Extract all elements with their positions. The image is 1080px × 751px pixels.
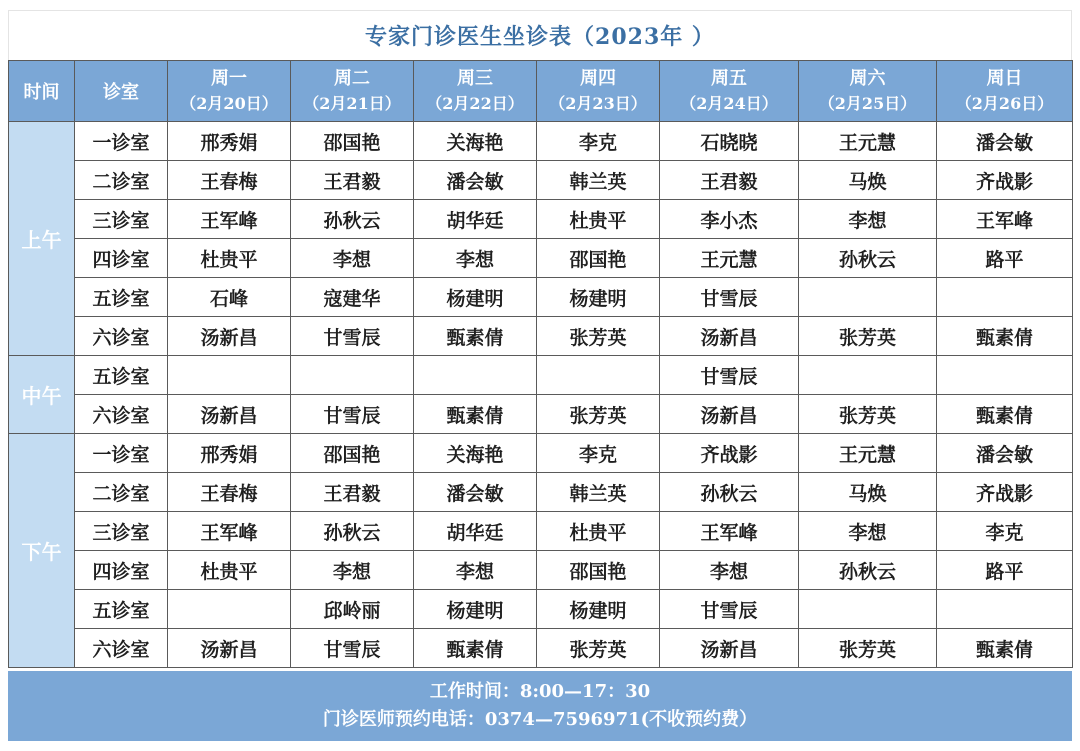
table-row bbox=[9, 629, 1073, 668]
room-cell: 四诊室 bbox=[75, 551, 168, 590]
doctor-cell: 汤新昌 bbox=[660, 629, 799, 668]
room-cell: 六诊室 bbox=[75, 629, 168, 668]
doctor-cell: 路平 bbox=[937, 551, 1073, 590]
doctor-cell: 邢秀娟 bbox=[168, 122, 291, 161]
doctor-cell: 汤新昌 bbox=[168, 317, 291, 356]
day-name: 周四 bbox=[580, 68, 616, 89]
doctor-cell: 孙秋云 bbox=[799, 551, 937, 590]
doctor-cell: 李想 bbox=[799, 512, 937, 551]
doctor-cell: 关海艳 bbox=[414, 122, 537, 161]
room-cell: 三诊室 bbox=[75, 512, 168, 551]
table-row bbox=[9, 239, 1073, 278]
day-date: （2月23日） bbox=[549, 94, 647, 113]
doctor-cell: 齐战影 bbox=[937, 161, 1073, 200]
doctor-cell: 汤新昌 bbox=[660, 317, 799, 356]
doctor-cell: 李想 bbox=[799, 200, 937, 239]
doctor-cell: 杨建明 bbox=[537, 590, 660, 629]
doctor-cell: 汤新昌 bbox=[660, 395, 799, 434]
doctor-cell: 杜贵平 bbox=[168, 239, 291, 278]
doctor-cell bbox=[168, 590, 291, 629]
doctor-cell bbox=[537, 356, 660, 395]
period-label: 下午 bbox=[9, 434, 75, 668]
doctor-cell bbox=[291, 356, 414, 395]
doctor-cell bbox=[168, 356, 291, 395]
doctor-cell: 邵国艳 bbox=[537, 239, 660, 278]
doctor-cell: 李想 bbox=[291, 239, 414, 278]
doctor-cell: 杨建明 bbox=[414, 590, 537, 629]
doctor-cell: 甄素倩 bbox=[937, 317, 1073, 356]
doctor-cell: 甄素倩 bbox=[937, 629, 1073, 668]
room-cell: 五诊室 bbox=[75, 356, 168, 395]
day-date: （2月22日） bbox=[426, 94, 524, 113]
table-row bbox=[9, 317, 1073, 356]
doctor-cell: 李想 bbox=[660, 551, 799, 590]
doctor-cell bbox=[937, 590, 1073, 629]
doctor-cell: 李克 bbox=[537, 434, 660, 473]
day-date: （2月26日） bbox=[955, 94, 1054, 113]
doctor-cell: 杜贵平 bbox=[168, 551, 291, 590]
doctor-cell: 潘会敏 bbox=[414, 473, 537, 512]
schedule-table bbox=[8, 60, 1073, 668]
doctor-cell: 张芳英 bbox=[537, 629, 660, 668]
doctor-cell: 潘会敏 bbox=[937, 434, 1073, 473]
day-header bbox=[168, 61, 291, 122]
doctor-cell bbox=[937, 356, 1073, 395]
table-row bbox=[9, 434, 1073, 473]
doctor-cell: 石晓晓 bbox=[660, 122, 799, 161]
doctor-cell: 王春梅 bbox=[168, 473, 291, 512]
day-header bbox=[660, 61, 799, 122]
doctor-cell: 王军峰 bbox=[660, 512, 799, 551]
doctor-cell: 孙秋云 bbox=[291, 512, 414, 551]
table-row bbox=[9, 161, 1073, 200]
room-cell: 四诊室 bbox=[75, 239, 168, 278]
doctor-cell: 甘雪辰 bbox=[291, 395, 414, 434]
day-header bbox=[799, 61, 937, 122]
day-name: 周六 bbox=[849, 68, 886, 89]
doctor-cell: 胡华廷 bbox=[414, 200, 537, 239]
doctor-cell: 李想 bbox=[414, 551, 537, 590]
table-row bbox=[9, 395, 1073, 434]
room-cell: 一诊室 bbox=[75, 434, 168, 473]
day-header bbox=[537, 61, 660, 122]
doctor-cell: 王军峰 bbox=[937, 200, 1073, 239]
period-label: 上午 bbox=[9, 122, 75, 356]
room-cell: 二诊室 bbox=[75, 161, 168, 200]
day-name: 周一 bbox=[211, 68, 247, 89]
doctor-cell: 李小杰 bbox=[660, 200, 799, 239]
doctor-cell: 邢秀娟 bbox=[168, 434, 291, 473]
doctor-cell: 张芳英 bbox=[537, 395, 660, 434]
doctor-cell bbox=[414, 356, 537, 395]
doctor-cell: 甄素倩 bbox=[414, 317, 537, 356]
doctor-cell bbox=[799, 278, 937, 317]
doctor-cell: 王春梅 bbox=[168, 161, 291, 200]
table-row bbox=[9, 551, 1073, 590]
room-cell: 六诊室 bbox=[75, 317, 168, 356]
page-title: 专家门诊医生坐诊表（2023年 ） bbox=[8, 10, 1072, 60]
doctor-cell: 路平 bbox=[937, 239, 1073, 278]
period-label: 中午 bbox=[9, 356, 75, 434]
day-date: （2月25日） bbox=[818, 94, 917, 113]
doctor-cell: 甘雪辰 bbox=[291, 317, 414, 356]
footer-info bbox=[8, 671, 1072, 741]
doctor-cell: 潘会敏 bbox=[937, 122, 1073, 161]
day-date: （2月21日） bbox=[303, 94, 401, 113]
doctor-cell: 寇建华 bbox=[291, 278, 414, 317]
doctor-cell: 杜贵平 bbox=[537, 512, 660, 551]
doctor-cell: 邱岭丽 bbox=[291, 590, 414, 629]
room-header: 诊室 bbox=[75, 61, 168, 122]
doctor-cell: 王军峰 bbox=[168, 200, 291, 239]
doctor-cell: 甄素倩 bbox=[414, 395, 537, 434]
doctor-cell: 甘雪辰 bbox=[660, 356, 799, 395]
room-cell: 五诊室 bbox=[75, 590, 168, 629]
appointment-phone: 门诊医师预约电话：0374—7596971(不收预约费） bbox=[322, 709, 758, 730]
doctor-cell: 邵国艳 bbox=[537, 551, 660, 590]
doctor-cell: 韩兰英 bbox=[537, 473, 660, 512]
doctor-cell: 孙秋云 bbox=[660, 473, 799, 512]
doctor-cell: 李想 bbox=[291, 551, 414, 590]
doctor-cell: 马焕 bbox=[799, 161, 937, 200]
doctor-cell: 邵国艳 bbox=[291, 434, 414, 473]
doctor-cell: 李想 bbox=[414, 239, 537, 278]
day-name: 周三 bbox=[457, 68, 493, 89]
doctor-cell: 邵国艳 bbox=[291, 122, 414, 161]
room-cell: 三诊室 bbox=[75, 200, 168, 239]
doctor-cell: 王元慧 bbox=[799, 434, 937, 473]
doctor-cell: 杜贵平 bbox=[537, 200, 660, 239]
day-date: （2月20日） bbox=[180, 94, 278, 113]
working-hours: 工作时间：8:00—17：30 bbox=[429, 681, 651, 702]
day-header bbox=[291, 61, 414, 122]
header-row bbox=[9, 61, 1073, 122]
doctor-cell: 王元慧 bbox=[660, 239, 799, 278]
doctor-cell bbox=[799, 590, 937, 629]
table-row bbox=[9, 356, 1073, 395]
doctor-cell: 李克 bbox=[937, 512, 1073, 551]
doctor-cell: 王君毅 bbox=[660, 161, 799, 200]
schedule-body bbox=[9, 122, 1073, 668]
doctor-cell: 齐战影 bbox=[660, 434, 799, 473]
doctor-cell: 张芳英 bbox=[799, 629, 937, 668]
day-name: 周二 bbox=[334, 68, 370, 89]
table-row bbox=[9, 200, 1073, 239]
room-cell: 六诊室 bbox=[75, 395, 168, 434]
table-row bbox=[9, 590, 1073, 629]
doctor-cell: 王君毅 bbox=[291, 161, 414, 200]
doctor-cell: 张芳英 bbox=[799, 395, 937, 434]
doctor-cell: 马焕 bbox=[799, 473, 937, 512]
doctor-cell: 王君毅 bbox=[291, 473, 414, 512]
doctor-cell bbox=[799, 356, 937, 395]
table-row bbox=[9, 473, 1073, 512]
doctor-cell: 杨建明 bbox=[414, 278, 537, 317]
doctor-cell: 王元慧 bbox=[799, 122, 937, 161]
doctor-cell: 甄素倩 bbox=[937, 395, 1073, 434]
doctor-cell: 韩兰英 bbox=[537, 161, 660, 200]
time-header: 时间 bbox=[9, 61, 75, 122]
day-date: （2月24日） bbox=[680, 94, 778, 113]
doctor-cell: 张芳英 bbox=[537, 317, 660, 356]
doctor-cell: 胡华廷 bbox=[414, 512, 537, 551]
day-name: 周日 bbox=[986, 68, 1023, 89]
doctor-cell: 甄素倩 bbox=[414, 629, 537, 668]
day-header bbox=[414, 61, 537, 122]
doctor-cell: 王军峰 bbox=[168, 512, 291, 551]
room-cell: 一诊室 bbox=[75, 122, 168, 161]
doctor-cell: 甘雪辰 bbox=[660, 278, 799, 317]
doctor-cell bbox=[937, 278, 1073, 317]
doctor-cell: 甘雪辰 bbox=[660, 590, 799, 629]
doctor-cell: 甘雪辰 bbox=[291, 629, 414, 668]
doctor-cell: 杨建明 bbox=[537, 278, 660, 317]
table-row bbox=[9, 278, 1073, 317]
doctor-cell: 汤新昌 bbox=[168, 395, 291, 434]
room-cell: 五诊室 bbox=[75, 278, 168, 317]
table-row bbox=[9, 122, 1073, 161]
doctor-cell: 关海艳 bbox=[414, 434, 537, 473]
doctor-cell: 齐战影 bbox=[937, 473, 1073, 512]
day-header bbox=[937, 61, 1073, 122]
doctor-cell: 张芳英 bbox=[799, 317, 937, 356]
doctor-cell: 汤新昌 bbox=[168, 629, 291, 668]
doctor-cell: 潘会敏 bbox=[414, 161, 537, 200]
room-cell: 二诊室 bbox=[75, 473, 168, 512]
doctor-cell: 孙秋云 bbox=[799, 239, 937, 278]
doctor-cell: 石峰 bbox=[168, 278, 291, 317]
doctor-cell: 孙秋云 bbox=[291, 200, 414, 239]
doctor-cell: 李克 bbox=[537, 122, 660, 161]
table-row bbox=[9, 512, 1073, 551]
day-name: 周五 bbox=[711, 68, 747, 89]
